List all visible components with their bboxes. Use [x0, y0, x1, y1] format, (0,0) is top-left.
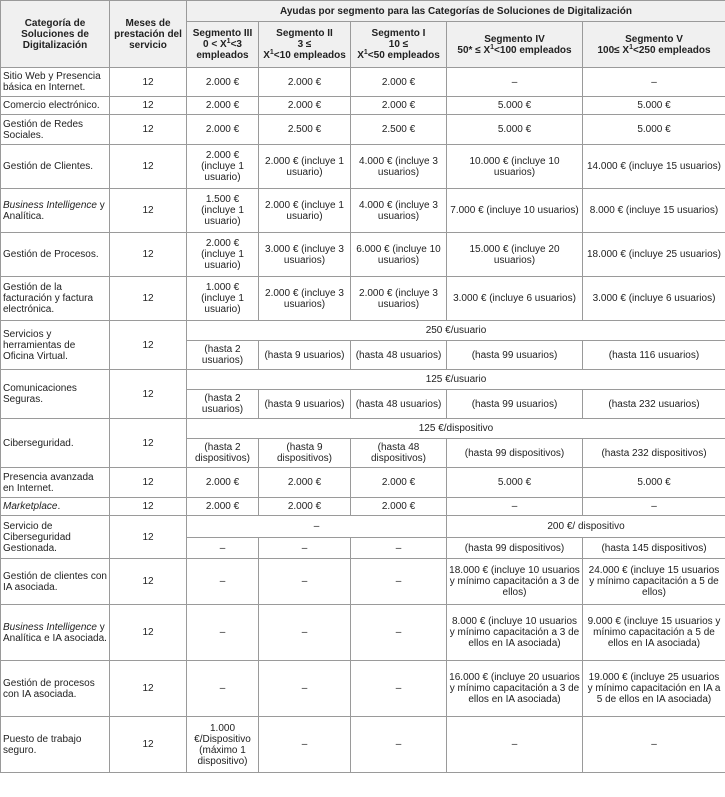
category-cell: Marketplace. [1, 498, 110, 516]
header-segment-1: Segmento I 10 ≤ $X^1<50$ empleados [351, 22, 447, 68]
value-cell: – [447, 717, 583, 773]
value-cell: 2.000 € (incluye 1 usuario) [259, 145, 351, 189]
value-cell: – [259, 538, 351, 559]
table-row [1, 97, 725, 115]
value-cell: (hasta 48 usuarios) [351, 390, 447, 419]
value-cell: 2.000 € [187, 97, 259, 115]
value-cell: 15.000 € (incluye 20 usuarios) [447, 233, 583, 277]
table-row [1, 277, 725, 321]
value-cell: – [351, 538, 447, 559]
value-cell: 2.000 € [259, 68, 351, 97]
months-cell: 12 [110, 277, 187, 321]
months-cell: 12 [110, 68, 187, 97]
value-cell: 1.000 €/Dispositivo (máximo 1 dispositivo) [187, 717, 259, 773]
value-cell: (hasta 48 usuarios) [351, 341, 447, 370]
months-cell: 12 [110, 605, 187, 661]
value-cell: 5.000 € [447, 468, 583, 498]
header-segment-5: Segmento V $100\le X^1<250$ empleados [583, 22, 725, 68]
table-row [1, 605, 725, 661]
price-cell: 250 €/usuario [187, 321, 725, 341]
months-cell: 12 [110, 115, 187, 145]
value-cell: 8.000 € (incluye 15 usuarios) [583, 189, 725, 233]
value-cell: 18.000 € (incluye 10 usuarios y mínimo capacitación a 3 de ellos) [447, 559, 583, 605]
table-row [1, 189, 725, 233]
value-cell: – [351, 717, 447, 773]
value-cell: – [259, 605, 351, 661]
value-cell: 2.000 € (incluye 1 usuario) [259, 189, 351, 233]
value-cell: (hasta 145 dispositivos) [583, 538, 725, 559]
value-cell: (hasta 9 usuarios) [259, 390, 351, 419]
months-cell: 12 [110, 370, 187, 419]
value-cell: – [187, 538, 259, 559]
table-row [1, 419, 725, 439]
header-category: Categoría de Soluciones de Digitalización [1, 1, 110, 68]
table-row [1, 468, 725, 498]
header-aids: Ayudas por segmento para las Categorías de Soluciones de Digitalización [187, 1, 725, 22]
value-cell: 9.000 € (incluye 15 usuarios y mínimo capacitación a 5 de ellos en IA asociada) [583, 605, 725, 661]
price-cell: 125 €/usuario [187, 370, 725, 390]
category-cell: Servicios y herramientas de Oficina Virtual. [1, 321, 110, 370]
value-cell: – [583, 68, 725, 97]
value-cell: 2.000 € (incluye 1 usuario) [187, 145, 259, 189]
category-cell: Comunicaciones Seguras. [1, 370, 110, 419]
category-cell: Ciberseguridad. [1, 419, 110, 468]
value-cell: – [187, 516, 447, 538]
value-cell: 2.000 € (incluye 3 usuarios) [259, 277, 351, 321]
price-cell: 125 €/dispositivo [187, 419, 725, 439]
months-cell: 12 [110, 97, 187, 115]
table-row [1, 717, 725, 773]
table-row [1, 68, 725, 97]
value-cell: (hasta 2 usuarios) [187, 341, 259, 370]
value-cell: 19.000 € (incluye 25 usuarios y mínimo capacitación en IA a 5 de ellos en IA asociada) [583, 661, 725, 717]
table-row [1, 370, 725, 390]
value-cell: – [187, 559, 259, 605]
months-cell: 12 [110, 468, 187, 498]
value-cell: 2.000 € [187, 498, 259, 516]
value-cell: (hasta 99 usuarios) [447, 341, 583, 370]
value-cell: – [351, 605, 447, 661]
value-cell: (hasta 232 dispositivos) [583, 439, 725, 468]
months-cell: 12 [110, 559, 187, 605]
value-cell: 14.000 € (incluye 15 usuarios) [583, 145, 725, 189]
value-cell: 2.500 € [351, 115, 447, 145]
category-cell: Gestión de procesos con IA asociada. [1, 661, 110, 717]
value-cell: 2.500 € [259, 115, 351, 145]
value-cell: (hasta 232 usuarios) [583, 390, 725, 419]
value-cell: – [351, 661, 447, 717]
table-row [1, 115, 725, 145]
value-cell: 2.000 € [351, 68, 447, 97]
value-cell: 24.000 € (incluye 15 usuarios y mínimo capacitación a 5 de ellos) [583, 559, 725, 605]
value-cell: 3.000 € (incluye 3 usuarios) [259, 233, 351, 277]
value-cell: 2.000 € [187, 468, 259, 498]
value-cell: (hasta 99 dispositivos) [447, 439, 583, 468]
category-cell: Sitio Web y Presencia básica en Internet. [1, 68, 110, 97]
table-row [1, 559, 725, 605]
category-cell: Puesto de trabajo seguro. [1, 717, 110, 773]
category-cell: Presencia avanzada en Internet. [1, 468, 110, 498]
category-cell: Business Intelligence y Analítica. [1, 189, 110, 233]
value-cell: 1.000 € (incluye 1 usuario) [187, 277, 259, 321]
value-cell: 6.000 € (incluye 10 usuarios) [351, 233, 447, 277]
value-cell: 2.000 € [351, 498, 447, 516]
value-cell: (hasta 2 dispositivos) [187, 439, 259, 468]
category-cell: Business Intelligence y Analítica e IA asociada. [1, 605, 110, 661]
value-cell: – [259, 717, 351, 773]
value-cell: 5.000 € [447, 97, 583, 115]
value-cell: 7.000 € (incluye 10 usuarios) [447, 189, 583, 233]
value-cell: 2.000 € (incluye 3 usuarios) [351, 277, 447, 321]
value-cell: (hasta 9 usuarios) [259, 341, 351, 370]
months-cell: 12 [110, 233, 187, 277]
price-cell: 200 €/ dispositivo [447, 516, 725, 538]
value-cell: 2.000 € [187, 115, 259, 145]
table-row [1, 498, 725, 516]
value-cell: 2.000 € [351, 468, 447, 498]
header-segment-4: Segmento IV $50* \le X^1<100$ empleados [447, 22, 583, 68]
months-cell: 12 [110, 661, 187, 717]
value-cell: – [187, 661, 259, 717]
value-cell: 2.000 € [351, 97, 447, 115]
value-cell: (hasta 99 dispositivos) [447, 538, 583, 559]
header-segment-3: Segmento III $0 < X^1<3$ empleados [187, 22, 259, 68]
value-cell: – [259, 661, 351, 717]
months-cell: 12 [110, 419, 187, 468]
value-cell: 4.000 € (incluye 3 usuarios) [351, 145, 447, 189]
value-cell: 1.500 € (incluye 1 usuario) [187, 189, 259, 233]
value-cell: 8.000 € (incluye 10 usuarios y mínimo capacitación a 3 de ellos en IA asociada) [447, 605, 583, 661]
value-cell: – [447, 498, 583, 516]
value-cell: 3.000 € (incluye 6 usuarios) [447, 277, 583, 321]
value-cell: 4.000 € (incluye 3 usuarios) [351, 189, 447, 233]
value-cell: 2.000 € (incluye 1 usuario) [187, 233, 259, 277]
category-cell: Gestión de la facturación y factura electrónica. [1, 277, 110, 321]
value-cell: (hasta 2 usuarios) [187, 390, 259, 419]
value-cell: (hasta 99 usuarios) [447, 390, 583, 419]
months-cell: 12 [110, 717, 187, 773]
category-cell: Gestión de clientes con IA asociada. [1, 559, 110, 605]
value-cell: 5.000 € [583, 468, 725, 498]
value-cell: 2.000 € [259, 498, 351, 516]
value-cell: – [187, 605, 259, 661]
months-cell: 12 [110, 498, 187, 516]
table-row [1, 233, 725, 277]
header-segment-2: Segmento II 3 ≤ $X^1<10$ empleados [259, 22, 351, 68]
table-row [1, 321, 725, 341]
header-months: Meses de prestación del servicio [110, 1, 187, 68]
value-cell: (hasta 48 dispositivos) [351, 439, 447, 468]
value-cell: – [583, 498, 725, 516]
months-cell: 12 [110, 189, 187, 233]
value-cell: 3.000 € (incluye 6 usuarios) [583, 277, 725, 321]
value-cell: 2.000 € [187, 68, 259, 97]
value-cell: – [583, 717, 725, 773]
table-row [1, 661, 725, 717]
value-cell: 5.000 € [583, 115, 725, 145]
value-cell: 10.000 € (incluye 10 usuarios) [447, 145, 583, 189]
category-cell: Gestión de Clientes. [1, 145, 110, 189]
value-cell: – [259, 559, 351, 605]
value-cell: 18.000 € (incluye 25 usuarios) [583, 233, 725, 277]
value-cell: 2.000 € [259, 468, 351, 498]
value-cell: (hasta 9 dispositivos) [259, 439, 351, 468]
months-cell: 12 [110, 145, 187, 189]
value-cell: – [351, 559, 447, 605]
value-cell: 16.000 € (incluye 20 usuarios y mínimo capacitación a 3 de ellos en IA asociada) [447, 661, 583, 717]
value-cell: 2.000 € [259, 97, 351, 115]
value-cell: 5.000 € [583, 97, 725, 115]
category-cell: Gestión de Redes Sociales. [1, 115, 110, 145]
months-cell: 12 [110, 516, 187, 559]
value-cell: 5.000 € [447, 115, 583, 145]
months-cell: 12 [110, 321, 187, 370]
category-cell: Comercio electrónico. [1, 97, 110, 115]
table-row [1, 145, 725, 189]
value-cell: (hasta 116 usuarios) [583, 341, 725, 370]
value-cell: – [447, 68, 583, 97]
category-cell: Gestión de Procesos. [1, 233, 110, 277]
category-cell: Servicio de Ciberseguridad Gestionada. [1, 516, 110, 559]
table-row [1, 516, 725, 538]
